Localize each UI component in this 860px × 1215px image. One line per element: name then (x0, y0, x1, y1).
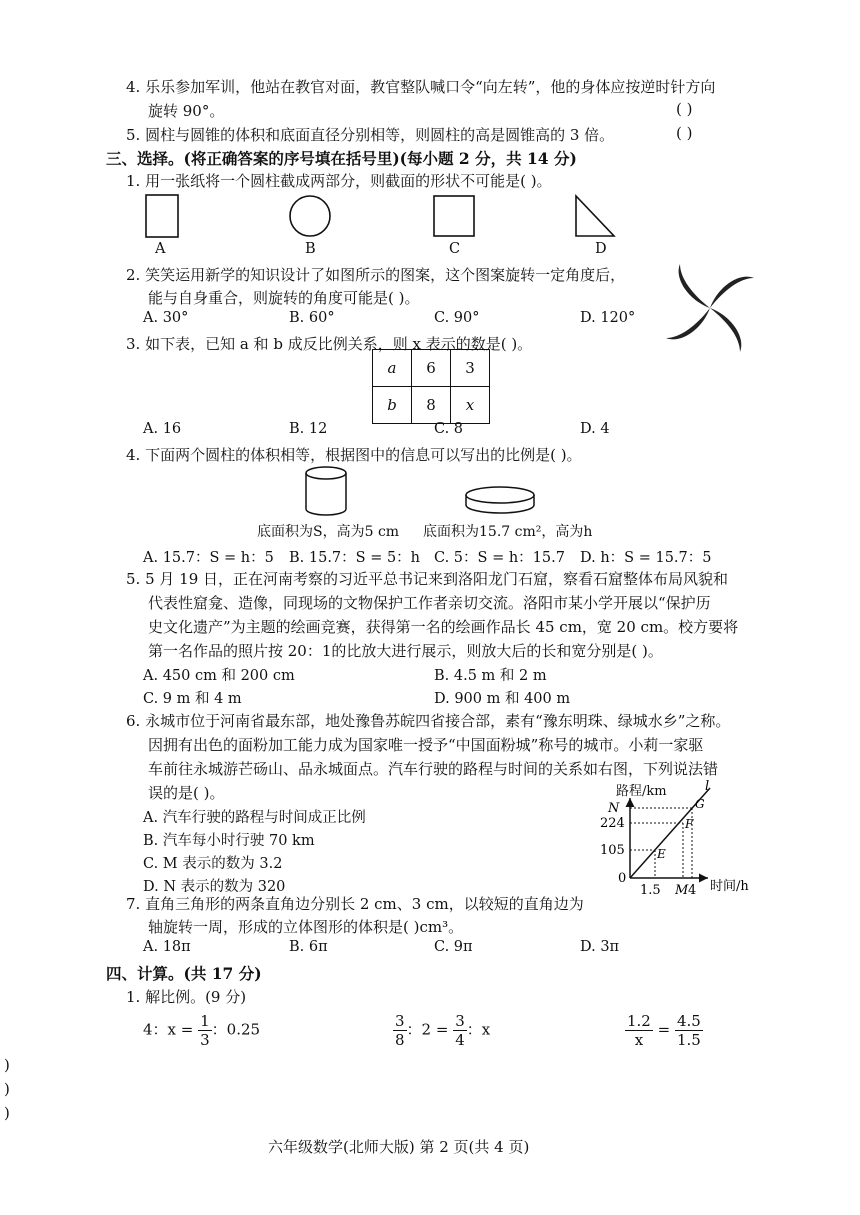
question-stem: 5. 5 月 19 日，正在河南考察的习近平总书记来到洛阳龙门石窟，察看石窟整体布局风貌和 (126, 570, 729, 588)
tick-N: N (608, 801, 620, 816)
question-stem: 2. 笑笑运用新学的知识设计了如图所示的图案，这个图案旋转一定角度后， (126, 266, 626, 284)
question-stem: 史文化遗产”为主题的绘画竞赛，获得第一名的绘画作品长 45 cm，宽 20 cm。校方要将 (148, 618, 739, 636)
answer-paren[interactable]: ( ) (676, 100, 693, 118)
option-label[interactable]: C (449, 241, 461, 257)
question-stem: 轴旋转一周，形成的立体图形的体积是( )cm³。 (148, 918, 464, 936)
judge-q4-line2: 旋转 90°。 (148, 102, 225, 120)
option-label[interactable]: B (305, 241, 316, 257)
y-axis-label: 路程/km (616, 784, 667, 799)
judge-q5: 5. 圆柱与圆锥的体积和底面直径分别相等，则圆柱的高是圆锥高的 3 倍。 (126, 126, 615, 144)
page-footer: 六年级数学(北师大版) 第 2 页(共 4 页) (268, 1138, 530, 1156)
figure-caption: 底面积为15.7 cm²，高为h (423, 524, 593, 540)
tick-4: 4 (688, 883, 697, 898)
margin-mark: ) (4, 1080, 10, 1098)
option[interactable]: C. 9π (434, 939, 473, 955)
short-cylinder (466, 487, 534, 513)
question-stem: 车前往永城游芒砀山、品永城面点。汽车行驶的路程与时间的关系如右图，下列说法错 (148, 760, 719, 778)
table-cell: 8 (412, 387, 451, 424)
question-stem: 4. 下面两个圆柱的体积相等，根据图中的信息可以写出的比例是( )。 (126, 446, 582, 464)
option[interactable]: D. 120° (580, 310, 636, 326)
margin-mark: ) (4, 1104, 10, 1122)
question-stem: 7. 直角三角形的两条直角边分别长 2 cm、3 cm，以较短的直角边为 (126, 895, 584, 913)
option[interactable]: B. 60° (289, 310, 335, 326)
option[interactable]: A. 30° (143, 310, 189, 326)
equation-2: $\frac{3}{8}$ ：2 = $\frac{3}{4}$ ：x (395, 1012, 491, 1049)
answer-paren[interactable]: ( ) (676, 124, 693, 142)
equation-1: 4：x = $\frac{1}{3}$ ：0.25 (143, 1012, 261, 1049)
question-stem: 1. 用一张纸将一个圆柱截成两部分，则截面的形状不可能是( )。 (126, 172, 552, 190)
question-stem: 第一名作品的照片按 20：1的比放大进行展示，则放大后的长和宽分别是( )。 (148, 642, 663, 660)
question-stem: 误的是( )。 (148, 784, 225, 802)
circle-shape (290, 196, 330, 236)
option[interactable]: B. 4.5 m 和 2 m (434, 668, 547, 684)
tick-M: M (675, 883, 689, 898)
figure-caption: 底面积为S，高为5 cm (257, 524, 400, 540)
option[interactable]: C. 8 (434, 421, 464, 437)
option[interactable]: B. 12 (289, 421, 328, 437)
option[interactable]: C. M 表示的数为 3.2 (143, 856, 283, 872)
tall-cylinder (306, 467, 346, 515)
table-cell: a (373, 350, 412, 387)
option[interactable]: D. 900 m 和 400 m (434, 691, 571, 707)
point-F: F (685, 817, 694, 831)
option[interactable]: D. 4 (580, 421, 610, 437)
section-title: 三、选择。(将正确答案的序号填在括号里)(每小题 2 分，共 14 分) (106, 149, 577, 168)
option[interactable]: B. 6π (289, 939, 328, 955)
tick-105: 105 (600, 843, 625, 858)
x-axis-label: 时间/h (710, 879, 749, 894)
cross-section-shapes (140, 192, 620, 242)
table-cell: x (451, 387, 490, 424)
option[interactable]: C. 5：S = h：15.7 (434, 550, 565, 566)
section-title: 四、计算。(共 17 分) (106, 964, 262, 983)
line-label: l (705, 779, 710, 794)
sub-title: 1. 解比例。(9 分) (126, 988, 247, 1006)
origin-label: 0 (618, 871, 627, 886)
question-stem: 因拥有出色的面粉加工能力成为国家唯一授予“中国面粉城”称号的城市。小莉一家驱 (148, 736, 704, 754)
option[interactable]: A. 16 (143, 421, 182, 437)
question-stem: 代表性窟龛、造像，同现场的文物保护工作者亲切交流。洛阳市某小学开展以“保护历 (148, 594, 711, 612)
option[interactable]: A. 450 cm 和 200 cm (143, 668, 295, 684)
option[interactable]: A. 18π (143, 939, 191, 955)
option[interactable]: C. 9 m 和 4 m (143, 691, 242, 707)
margin-mark: ) (4, 1056, 10, 1074)
option[interactable]: D. h：S = 15.7：5 (580, 550, 712, 566)
option[interactable]: A. 汽车行驶的路程与时间成正比例 (143, 810, 366, 826)
point-E: E (657, 847, 666, 861)
tick-1.5: 1.5 (640, 883, 661, 898)
option[interactable]: C. 90° (434, 310, 480, 326)
table-cell: 3 (451, 350, 490, 387)
option[interactable]: A. 15.7：S = h：5 (143, 550, 274, 566)
point-G: G (695, 797, 705, 811)
pinwheel-pattern (660, 258, 760, 358)
option-label[interactable]: A (155, 241, 166, 257)
option[interactable]: D. 3π (580, 939, 620, 955)
equation-3: $\frac{1.2}{x}$ = $\frac{4.5}{1.5}$ (627, 1012, 701, 1049)
triangle-shape (576, 196, 614, 236)
square-shape (434, 196, 474, 236)
question-stem: 3. 如下表，已知 a 和 b 成反比例关系，则 x 表示的数是( )。 (126, 335, 533, 353)
cylinders-figure (300, 465, 570, 520)
question-stem: 能与自身重合，则旋转的角度可能是( )。 (148, 289, 420, 307)
option[interactable]: B. 汽车每小时行驶 70 km (143, 833, 315, 849)
question-stem: 6. 永城市位于河南省最东部，地处豫鲁苏皖四省接合部，素有“豫东明珠、绿城水乡”之称。 (126, 712, 731, 730)
table-cell: b (373, 387, 412, 424)
table-cell: 6 (412, 350, 451, 387)
option-label[interactable]: D (595, 241, 607, 257)
tick-224: 224 (600, 816, 625, 831)
rectangle-shape (146, 195, 178, 237)
option[interactable]: D. N 表示的数为 320 (143, 879, 286, 895)
judge-q4-line1: 4. 乐乐参加军训，他站在教官对面，教官整队喊口令“向左转”，他的身体应按逆时针方向 (126, 78, 716, 96)
ratio-table (372, 349, 490, 424)
option[interactable]: B. 15.7：S = 5：h (289, 550, 421, 566)
